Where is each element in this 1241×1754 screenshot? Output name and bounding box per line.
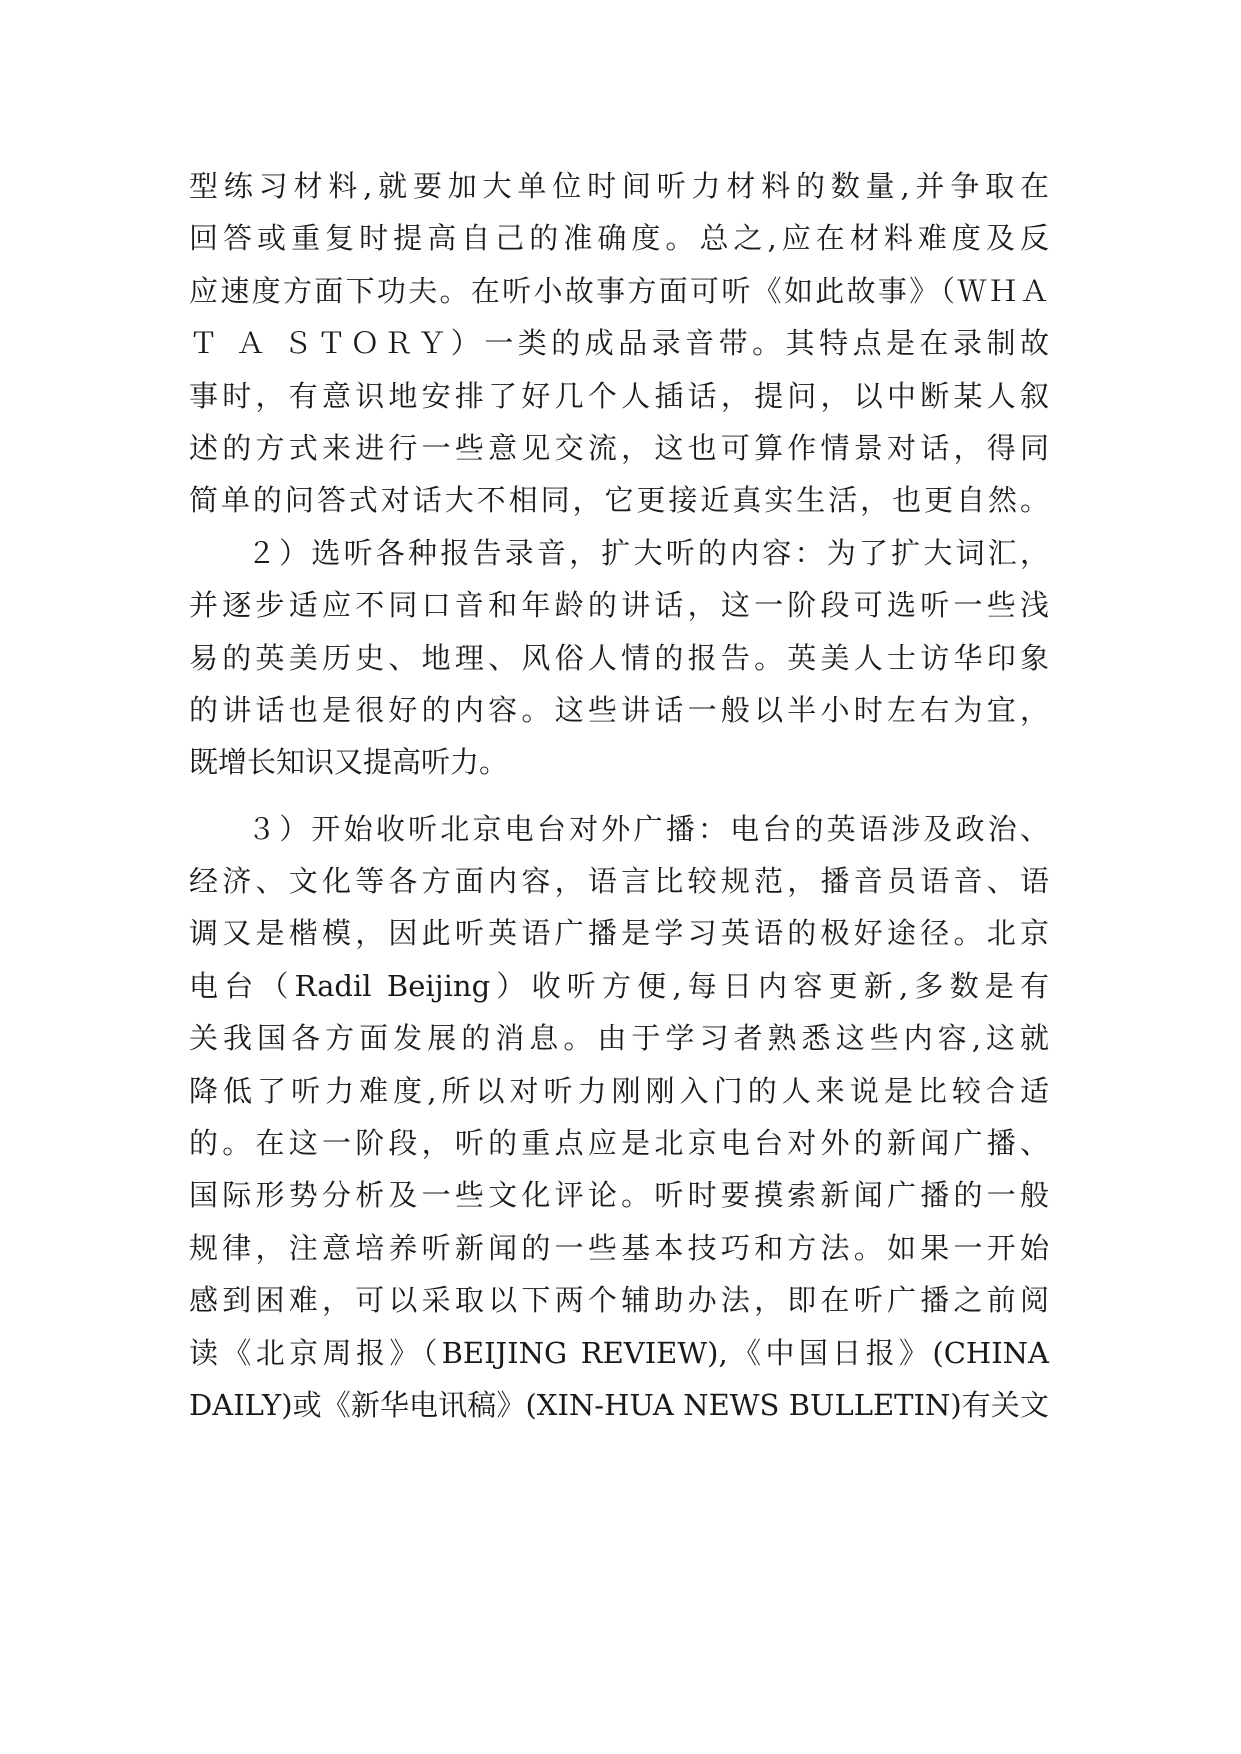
text-line: 调又是楷模，因此听英语广播是学习英语的极好途径。北京 [189,916,1049,951]
text-line: 降低了听力难度,所以对听力刚刚入门的人来说是比较合适 [189,1073,1049,1108]
text-line: 的讲话也是很好的内容。这些讲话一般以半小时左右为宜， [189,692,1049,727]
text-line: 感到困难，可以采取以下两个辅助办法，即在听广播之前阅 [189,1283,1049,1318]
paragraph-2-first-line: ２）选听各种报告录音，扩大听的内容：为了扩大词汇， [247,535,1049,570]
text-line: Ｔ Ａ ＳＴＯＲＹ）一类的成品录音带。其特点是在录制故 [189,326,1049,361]
text-line: 型练习材料,就要加大单位时间听力材料的数量,并争取在 [189,169,1049,203]
paragraph-3-first-line: ３）开始收听北京电台对外广播：电台的英语涉及政治、 [247,811,1049,846]
text-line: 回答或重复时提高自己的准确度。总之,应在材料难度及反 [189,221,1049,256]
text-line: 既增长知识又提高听力。 [189,745,509,780]
text-line: 关我国各方面发展的消息。由于学习者熟悉这些内容,这就 [189,1021,1049,1056]
text-line: 应速度方面下功夫。在听小故事方面可听《如此故事》（ＷＨＡ [189,273,1049,308]
text-line: 规律，注意培养听新闻的一些基本技巧和方法。如果一开始 [189,1230,1049,1265]
text-line: 易的英美历史、地理、风俗人情的报告。英美人士访华印象 [189,640,1049,675]
text-line: 的。在这一阶段，听的重点应是北京电台对外的新闻广播、 [189,1126,1049,1161]
text-line: 经济、文化等各方面内容，语言比较规范，播音员语音、语 [189,864,1049,899]
text-line: 事时，有意识地安排了好几个人插话，提问，以中断某人叙 [189,378,1049,413]
text-line: DAILY)或《新华电讯稿》(XIN-HUA NEWS BULLETIN)有关文 [189,1387,1049,1422]
text-line: 简单的问答式对话大不相同，它更接近真实生活，也更自然。 [189,483,1049,518]
text-line: 国际形势分析及一些文化评论。听时要摸索新闻广播的一般 [189,1178,1049,1213]
text-line: 电台（Radil Beijing）收听方便,每日内容更新,多数是有 [189,968,1049,1003]
text-line: 述的方式来进行一些意见交流，这也可算作情景对话，得同 [189,430,1049,465]
text-line: 并逐步适应不同口音和年龄的讲话，这一阶段可选听一些浅 [189,588,1049,623]
text-line: 读《北京周报》（BEIJING REVIEW),《中国日报》(CHINA [189,1335,1049,1370]
body-text [189,160,1049,1431]
